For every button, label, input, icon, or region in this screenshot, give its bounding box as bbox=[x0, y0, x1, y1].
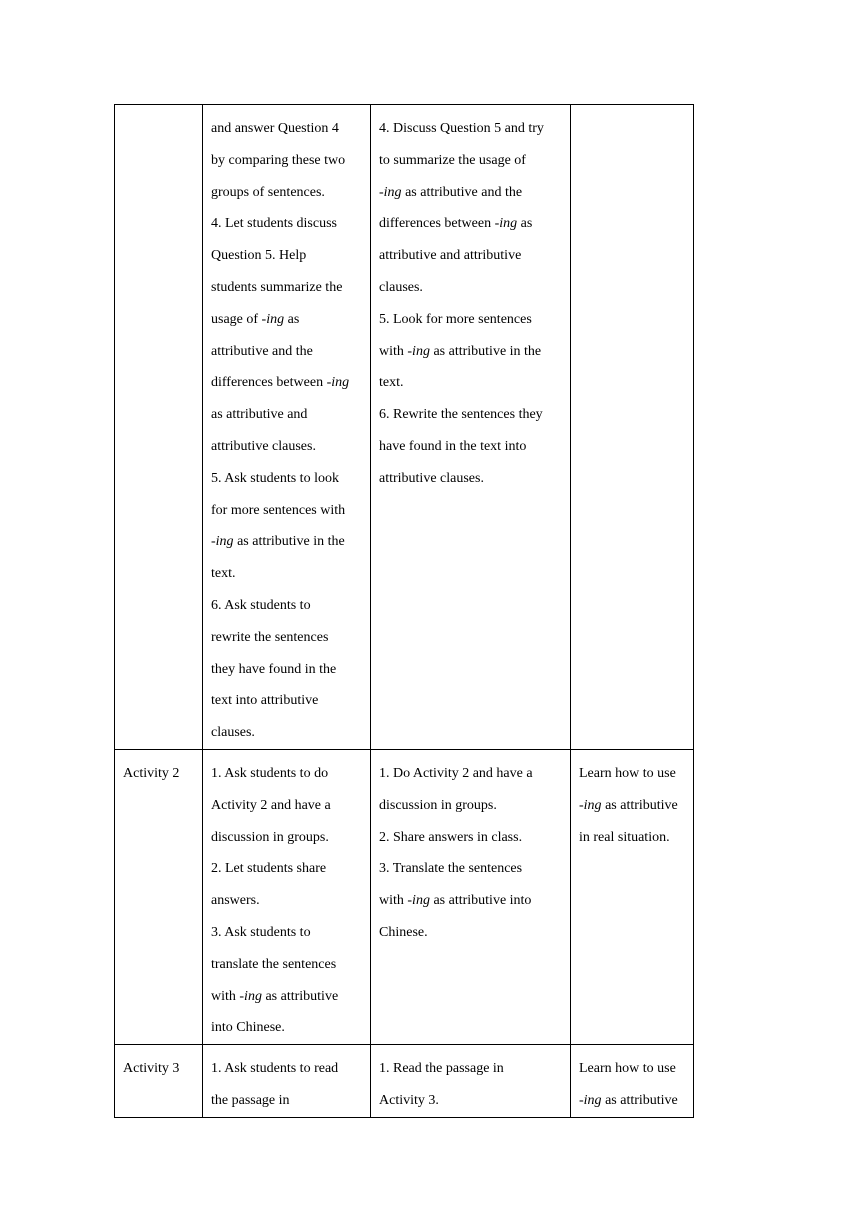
text-line bbox=[379, 1053, 563, 1085]
text-segment: clauses. bbox=[379, 279, 423, 295]
text-segment: for more sentences with bbox=[211, 502, 346, 518]
text-segment: as bbox=[517, 216, 533, 232]
purpose-cell bbox=[571, 105, 694, 750]
text-segment: they have found in the bbox=[211, 661, 337, 677]
text-line bbox=[379, 917, 563, 949]
text-line bbox=[379, 1085, 563, 1117]
text-line bbox=[211, 463, 363, 495]
text-line bbox=[379, 113, 563, 145]
text-segment: as attributive in the bbox=[429, 343, 542, 359]
purpose-cell bbox=[571, 749, 694, 1044]
purpose-cell bbox=[571, 1045, 694, 1118]
text-line bbox=[379, 431, 563, 463]
text-segment: translate the sentences bbox=[211, 956, 337, 972]
text-line bbox=[211, 622, 363, 654]
text-line bbox=[211, 240, 363, 272]
text-segment: Chinese. bbox=[379, 924, 428, 940]
text-line bbox=[211, 822, 363, 854]
text-line bbox=[211, 208, 363, 240]
text-line bbox=[211, 949, 363, 981]
text-segment: 6. Ask students to bbox=[211, 597, 311, 613]
text-line bbox=[211, 685, 363, 717]
italic-term: -ing bbox=[211, 534, 234, 550]
text-line bbox=[211, 558, 363, 590]
text-segment: 1. Ask students to do bbox=[211, 765, 329, 781]
text-segment: as attributive and bbox=[211, 407, 308, 423]
text-segment: into Chinese. bbox=[211, 1020, 285, 1036]
text-segment: groups of sentences. bbox=[211, 184, 325, 200]
text-line bbox=[379, 885, 563, 917]
text-line bbox=[211, 113, 363, 145]
text-line bbox=[211, 1053, 363, 1085]
text-line bbox=[211, 1012, 363, 1044]
text-line bbox=[379, 304, 563, 336]
text-segment: Learn how to use bbox=[579, 1061, 676, 1077]
text-segment: rewrite the sentences bbox=[211, 629, 329, 645]
student-activity-cell bbox=[371, 749, 571, 1044]
text-line bbox=[211, 590, 363, 622]
text-segment: with bbox=[379, 343, 408, 359]
activity-cell bbox=[115, 105, 203, 750]
text-segment: discussion in groups. bbox=[379, 797, 497, 813]
table-row bbox=[115, 105, 694, 750]
text-segment: to summarize the usage of bbox=[379, 152, 526, 168]
text-segment: as attributive bbox=[601, 1092, 678, 1108]
text-line bbox=[379, 399, 563, 431]
text-segment: text. bbox=[211, 566, 236, 582]
student-activity-cell bbox=[371, 105, 571, 750]
text-segment: with bbox=[211, 988, 240, 1004]
text-segment: Learn how to use bbox=[579, 765, 676, 781]
text-segment: and answer Question 4 bbox=[211, 121, 339, 136]
text-segment: as attributive into bbox=[429, 893, 532, 909]
text-line bbox=[579, 1085, 686, 1117]
text-segment: Activity 3. bbox=[379, 1092, 439, 1108]
table-row bbox=[115, 749, 694, 1044]
text-line bbox=[211, 495, 363, 527]
text-segment: answers. bbox=[211, 893, 260, 909]
text-line bbox=[379, 822, 563, 854]
italic-term: -ing bbox=[407, 343, 430, 359]
text-line bbox=[211, 758, 363, 790]
text-segment: 3. Ask students to bbox=[211, 924, 311, 940]
text-segment: 2. Let students share bbox=[211, 861, 327, 877]
text-segment: 1. Read the passage in bbox=[379, 1061, 504, 1077]
text-segment: 1. Do Activity 2 and have a bbox=[379, 765, 533, 781]
text-segment: 2. Share answers in class. bbox=[379, 829, 523, 845]
text-line bbox=[211, 304, 363, 336]
text-segment: as attributive bbox=[601, 797, 678, 813]
text-segment: the passage in bbox=[211, 1092, 290, 1108]
text-line bbox=[211, 1085, 363, 1117]
text-line bbox=[211, 917, 363, 949]
text-segment: clauses. bbox=[211, 725, 255, 741]
teacher-activity-cell bbox=[203, 749, 371, 1044]
text-line bbox=[579, 758, 686, 790]
text-line bbox=[211, 145, 363, 177]
text-segment: attributive clauses. bbox=[211, 438, 316, 454]
text-line bbox=[211, 654, 363, 686]
text-segment: as bbox=[284, 311, 300, 327]
text-line bbox=[211, 853, 363, 885]
text-segment: by comparing these two bbox=[211, 152, 346, 168]
text-segment: Activity 2 and have a bbox=[211, 797, 331, 813]
text-segment: attributive and the bbox=[211, 343, 313, 359]
text-line bbox=[379, 758, 563, 790]
italic-term: -ing bbox=[579, 797, 602, 813]
text-line bbox=[211, 885, 363, 917]
text-segment: in real situation. bbox=[579, 829, 670, 845]
table-row bbox=[115, 1045, 694, 1118]
lesson-plan-table bbox=[114, 104, 694, 1118]
text-line bbox=[379, 853, 563, 885]
text-segment: as attributive bbox=[261, 988, 339, 1004]
text-segment: Question 5. Help bbox=[211, 248, 307, 264]
text-segment: 5. Look for more sentences bbox=[379, 311, 532, 327]
text-segment: usage of bbox=[211, 311, 262, 327]
text-line bbox=[579, 822, 686, 854]
text-segment: as attributive in the bbox=[233, 534, 345, 550]
text-segment: students summarize the bbox=[211, 279, 343, 295]
italic-term: -ing bbox=[326, 375, 350, 391]
text-segment: differences between bbox=[379, 216, 495, 232]
text-line bbox=[211, 717, 363, 749]
text-segment: with bbox=[379, 893, 408, 909]
italic-term: -ing bbox=[579, 1092, 602, 1108]
activity-cell: Activity 2 bbox=[115, 749, 203, 1044]
text-line bbox=[379, 463, 563, 495]
text-line bbox=[379, 336, 563, 368]
text-segment: have found in the text into bbox=[379, 438, 527, 454]
italic-term: -ing bbox=[239, 988, 262, 1004]
text-line bbox=[379, 367, 563, 399]
text-segment: text. bbox=[379, 375, 404, 391]
text-line bbox=[211, 367, 363, 399]
text-line bbox=[379, 145, 563, 177]
activity-cell: Activity 3 bbox=[115, 1045, 203, 1118]
text-line bbox=[379, 240, 563, 272]
text-line bbox=[379, 208, 563, 240]
text-line bbox=[579, 1053, 686, 1085]
text-line bbox=[211, 526, 363, 558]
text-line bbox=[579, 790, 686, 822]
teacher-activity-cell bbox=[203, 105, 371, 750]
text-segment: differences between bbox=[211, 375, 327, 391]
italic-term: -ing bbox=[494, 216, 518, 232]
text-segment: 6. Rewrite the sentences they bbox=[379, 407, 543, 423]
text-segment: attributive clauses. bbox=[379, 470, 484, 486]
text-line bbox=[211, 272, 363, 304]
text-line bbox=[211, 981, 363, 1013]
text-line bbox=[211, 177, 363, 209]
text-line bbox=[211, 336, 363, 368]
text-line bbox=[379, 177, 563, 209]
text-segment: discussion in groups. bbox=[211, 829, 329, 845]
italic-term: -ing bbox=[261, 311, 285, 327]
text-segment: 4. Let students discuss bbox=[211, 216, 337, 232]
teacher-activity-cell bbox=[203, 1045, 371, 1118]
text-line bbox=[379, 790, 563, 822]
text-segment: 4. Discuss Question 5 and try bbox=[379, 121, 544, 136]
italic-term: -ing bbox=[379, 184, 402, 200]
text-line bbox=[211, 790, 363, 822]
text-segment: 1. Ask students to read bbox=[211, 1061, 339, 1077]
italic-term: -ing bbox=[407, 893, 430, 909]
text-segment: attributive and attributive bbox=[379, 248, 522, 264]
text-line bbox=[211, 399, 363, 431]
text-segment: text into attributive bbox=[211, 693, 319, 709]
text-segment: 5. Ask students to look bbox=[211, 470, 339, 486]
text-segment: as attributive and the bbox=[401, 184, 523, 200]
text-line bbox=[211, 431, 363, 463]
student-activity-cell bbox=[371, 1045, 571, 1118]
text-line bbox=[379, 272, 563, 304]
text-segment: 3. Translate the sentences bbox=[379, 861, 523, 877]
